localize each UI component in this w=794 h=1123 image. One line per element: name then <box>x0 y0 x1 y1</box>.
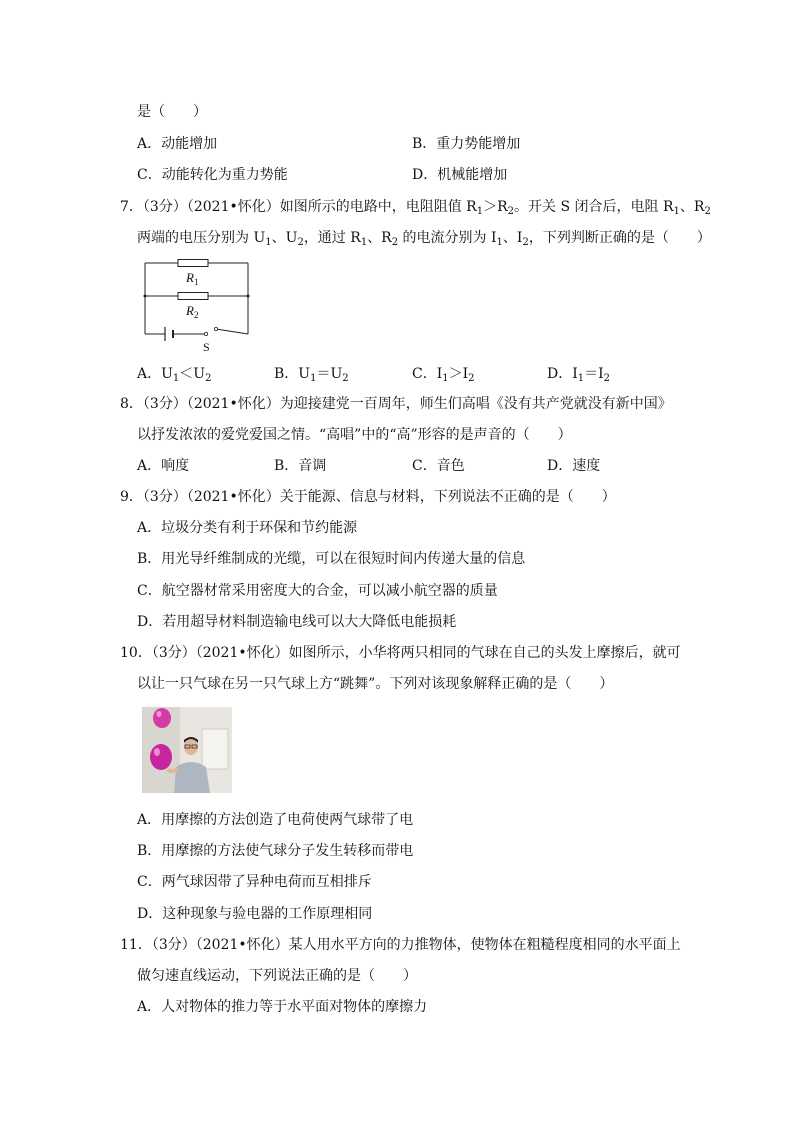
q7-text: ＞R <box>483 199 508 215</box>
subscript: 1 <box>360 237 368 248</box>
q6-stem-tail: 是（ ） <box>137 104 207 120</box>
q7-source: （2021•怀化） <box>186 199 280 215</box>
switch-contact-left <box>204 332 207 335</box>
junction-dot-left <box>144 295 147 298</box>
q7-option-c-text: C．I <box>412 366 443 382</box>
q6-option-c: C．动能转化为重力势能 <box>137 167 288 183</box>
q7-text: 、I <box>502 230 523 246</box>
q7-text: 两端的电压分别为 U <box>137 230 266 246</box>
q7-option-a <box>137 364 211 389</box>
switch-blade <box>216 329 248 334</box>
circuit-diagram <box>140 259 255 354</box>
balloon-photo <box>142 707 232 793</box>
q10-stem-line-2: 以让一只气球在另一只气球上方“跳舞”。下列对该现象解释正确的是（ ） <box>137 676 614 692</box>
q7-text: 、U <box>271 230 298 246</box>
junction-dot-right <box>247 295 250 298</box>
q6-option-d: D．机械能增加 <box>412 167 508 183</box>
resistor-r1 <box>178 260 208 267</box>
lower-balloon-highlight <box>154 748 160 756</box>
subscript: 2 <box>297 237 304 248</box>
q6-option-a: A．动能增加 <box>137 136 218 152</box>
subscript: 2 <box>205 373 212 384</box>
subscript: 1 <box>265 237 272 248</box>
r1-label-letter: R <box>186 270 194 285</box>
photo-door-panel <box>202 729 228 769</box>
q7-text: 如图所示的电路中，电阻阻值 R <box>279 199 477 215</box>
q10-option-d: D．这种现象与验电器的工作原理相同 <box>137 906 373 922</box>
subscript: 1 <box>496 237 503 248</box>
upper-balloon <box>153 708 171 728</box>
r2-label <box>185 303 198 320</box>
q8-option-d: D．速度 <box>547 458 601 474</box>
q8-stem-line-2: 以抒发浓浓的爱党爱国之情。“高唱”中的“高”形容的是声音的（ ） <box>137 427 572 443</box>
resistor-r2 <box>178 293 208 300</box>
q11-option-a: A．人对物体的推力等于水平面对物体的摩擦力 <box>137 999 428 1015</box>
q9-option-a: A．垃圾分类有利于环保和节约能源 <box>137 520 358 536</box>
q10-option-c: C．两气球因带了异种电荷而互相排斥 <box>137 874 372 890</box>
q11-stem-line-2: 做匀速直线运动，下列说法正确的是（ ） <box>137 968 417 984</box>
subscript: 1 <box>310 373 317 384</box>
subscript: 1 <box>442 373 449 384</box>
q8-stem-line-1: 8．（3分）（2021•怀化）为迎接建党一百周年，师生们高唱《没有共产党就没有新中国》 <box>120 396 672 412</box>
upper-balloon-highlight <box>157 711 162 717</box>
q7-option-b-text: B．U <box>274 366 311 382</box>
q11-stem-line-1: 11．（3分）（2021•怀化）某人用水平方向的力推物体，使物体在粗糙程度相同的水平面上 <box>120 937 681 953</box>
q8-option-c: C．音色 <box>412 458 465 474</box>
q7-option-c <box>412 364 475 389</box>
boy-shirt <box>174 762 210 793</box>
q9-option-d: D．若用超导材料制造输电线可以大大降低电能损耗 <box>137 614 457 630</box>
boy-arm <box>168 769 178 771</box>
q10-option-a: A．用摩擦的方法创造了电荷使两气球带了电 <box>137 812 414 828</box>
subscript: 2 <box>507 206 515 217</box>
switch-contact-right <box>214 327 217 330</box>
q10-stem-line-1: 10．（3分）（2021•怀化）如图所示，小华将两只相同的气球在自己的头发上摩擦后，就可 <box>120 645 681 661</box>
boy-head <box>184 739 198 755</box>
r2-label-sub: 2 <box>193 310 199 320</box>
q7-text: 、R <box>367 230 392 246</box>
subscript: 2 <box>391 237 399 248</box>
subscript: 2 <box>704 206 711 217</box>
q7-number: 7． <box>120 199 143 215</box>
q9-stem-line-1: 9．（3分）（2021•怀化）关于能源、信息与材料，下列说法不正确的是（ ） <box>120 489 616 505</box>
subscript: 1 <box>577 373 585 384</box>
subscript: 1 <box>172 373 180 384</box>
subscript: 1 <box>476 206 484 217</box>
q7-text: ，下列判断正确的是（ ） <box>528 230 711 246</box>
r2-label-letter: R <box>186 303 194 318</box>
q8-option-b: B．音调 <box>274 458 327 474</box>
lower-balloon <box>150 744 172 770</box>
q6-option-b: B．重力势能增加 <box>412 136 521 152</box>
q7-option-a-text: A．U <box>137 366 173 382</box>
q9-option-c: C．航空器材常采用密度大的合金，可以减小航空器的质量 <box>137 583 498 599</box>
switch-label: S <box>203 340 210 354</box>
subscript: 2 <box>522 237 529 248</box>
q7-text: 、R <box>679 199 705 215</box>
q9-option-b: B．用光导纤维制成的光缆，可以在很短时间内传递大量的信息 <box>137 551 526 567</box>
q7-option-b <box>274 364 349 389</box>
q7-option-a-text: ＜U <box>179 366 206 382</box>
q7-text: 的电流分别为 I <box>398 230 497 246</box>
q7-option-d-text: D．I <box>547 366 578 382</box>
q8-option-a: A．响度 <box>137 458 190 474</box>
subscript: 1 <box>673 206 680 217</box>
q7-option-b-text: ＝U <box>316 366 343 382</box>
subscript: 2 <box>603 373 611 384</box>
r1-label-sub: 1 <box>193 277 199 287</box>
q7-text: ，通过 R <box>303 230 361 246</box>
q7-option-d-text: ＝I <box>584 366 604 382</box>
q7-option-d <box>547 364 610 389</box>
q7-score: （3分） <box>142 199 187 215</box>
r1-label <box>185 270 198 287</box>
q7-option-c-text: ＞I <box>448 366 469 382</box>
q7-stem-line-2 <box>137 228 711 253</box>
subscript: 2 <box>468 373 475 384</box>
q7-text: 。开关 S 闭合后，电阻 R <box>514 199 674 215</box>
q7-stem-line-1 <box>120 197 711 222</box>
subscript: 2 <box>342 373 349 384</box>
q10-option-b: B．用摩擦的方法使气球分子发生转移而带电 <box>137 843 414 859</box>
